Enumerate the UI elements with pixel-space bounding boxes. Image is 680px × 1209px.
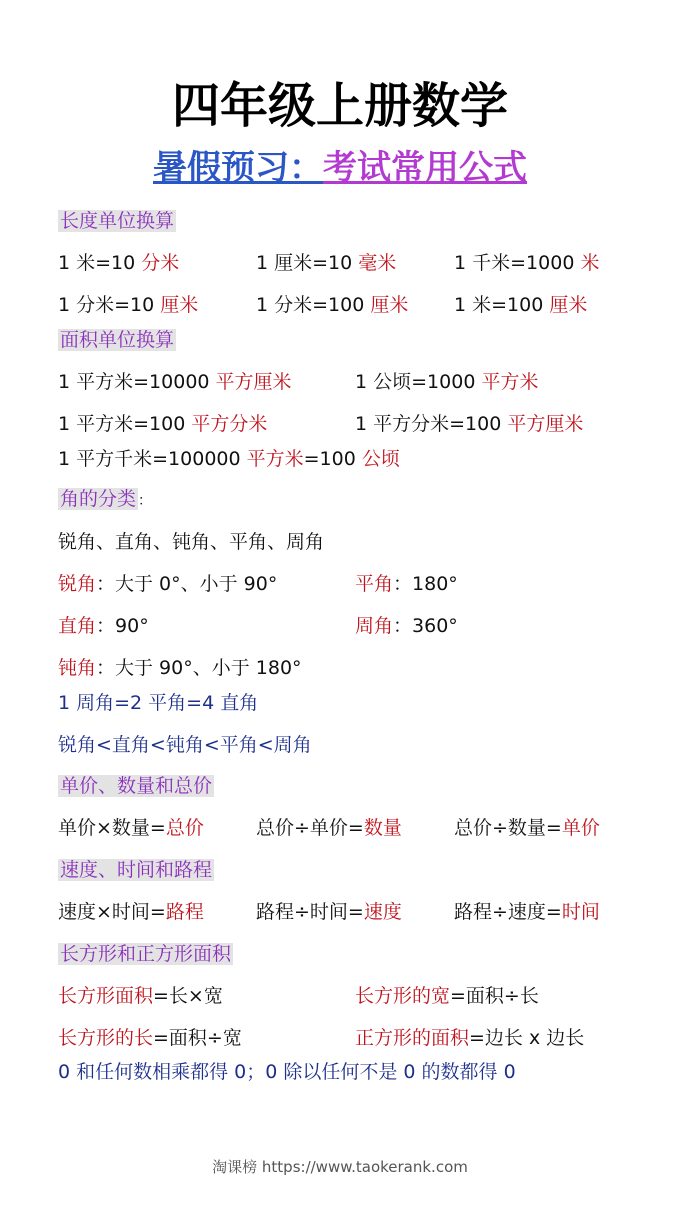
angle-list: 锐角、直角、钝角、平角、周角	[58, 531, 325, 553]
formula-row	[58, 983, 658, 1009]
formula: 1 分米=10 厘米	[58, 294, 199, 316]
section-heading: 速度、时间和路程	[60, 859, 213, 881]
formula: 1 平方米=100 平方分米	[58, 413, 268, 435]
section-heading: 角的分类	[60, 488, 137, 510]
section-length	[58, 208, 176, 234]
formula-row	[58, 613, 658, 639]
formula: 1 平方米=10000 平方厘米	[58, 371, 292, 393]
section-heading: 面积单位换算	[60, 329, 175, 351]
formula: 长方形的长=面积÷宽	[58, 1027, 242, 1049]
formula-row	[58, 292, 658, 318]
formula: 长方形面积=长×宽	[58, 985, 223, 1007]
formula: 路程÷时间=速度	[256, 901, 402, 923]
section-area	[58, 327, 176, 353]
subtitle-part-2: 考试常用公式	[323, 148, 527, 188]
page-subtitle	[0, 146, 680, 190]
formula: 1 厘米=10 毫米	[256, 252, 397, 274]
formula: 1 平方分米=100 平方厘米	[355, 413, 584, 435]
angle-order: 锐角<直角<钝角<平角<周角	[58, 734, 312, 756]
formula-row	[58, 411, 658, 437]
formula: 单价×数量=总价	[58, 817, 204, 839]
formula: 周角：360°	[355, 615, 458, 637]
section-price	[58, 773, 214, 799]
formula-row	[58, 899, 658, 925]
formula-row	[58, 571, 658, 597]
formula-row	[58, 1025, 658, 1051]
formula: 长方形的宽=面积÷长	[355, 985, 539, 1007]
formula: 路程÷速度=时间	[454, 901, 600, 923]
footer-link[interactable]: 淘课榜 https://www.taokerank.com	[212, 1158, 468, 1176]
formula-row	[58, 250, 658, 276]
formula: 总价÷单价=数量	[256, 817, 402, 839]
formula: 1 分米=100 厘米	[256, 294, 409, 316]
section-angle: 角的分类 ：	[60, 488, 153, 510]
formula: 1 公顷=1000 平方米	[355, 371, 539, 393]
section-rect	[58, 941, 233, 967]
formula-row: 1 平方千米=100000 平方米=100 公顷	[58, 448, 400, 470]
formula: 1 千米=1000 米	[454, 252, 600, 274]
zero-rule: 0 和任何数相乘都得 0；0 除以任何不是 0 的数都得 0	[58, 1061, 516, 1083]
section-speed	[58, 857, 214, 883]
formula: 总价÷数量=单价	[454, 817, 600, 839]
angle-relation: 1 周角=2 平角=4 直角	[58, 692, 259, 714]
formula-row: 钝角：大于 90°、小于 180°	[58, 657, 302, 679]
formula-row	[58, 369, 658, 395]
section-heading: 长度单位换算	[60, 210, 175, 232]
page-title: 四年级上册数学	[171, 78, 508, 134]
formula: 直角：90°	[58, 615, 149, 637]
formula: 速度×时间=路程	[58, 901, 204, 923]
formula-row	[58, 815, 658, 841]
formula: 平角：180°	[355, 573, 458, 595]
section-heading: 单价、数量和总价	[60, 775, 213, 797]
formula: 正方形的面积=边长 x 边长	[355, 1027, 585, 1049]
formula: 1 米=100 厘米	[454, 294, 588, 316]
formula: 锐角：大于 0°、小于 90°	[58, 573, 278, 595]
subtitle-part-1: 暑假预习：	[153, 148, 323, 188]
section-heading: 长方形和正方形面积	[60, 943, 232, 965]
formula: 1 米=10 分米	[58, 252, 180, 274]
